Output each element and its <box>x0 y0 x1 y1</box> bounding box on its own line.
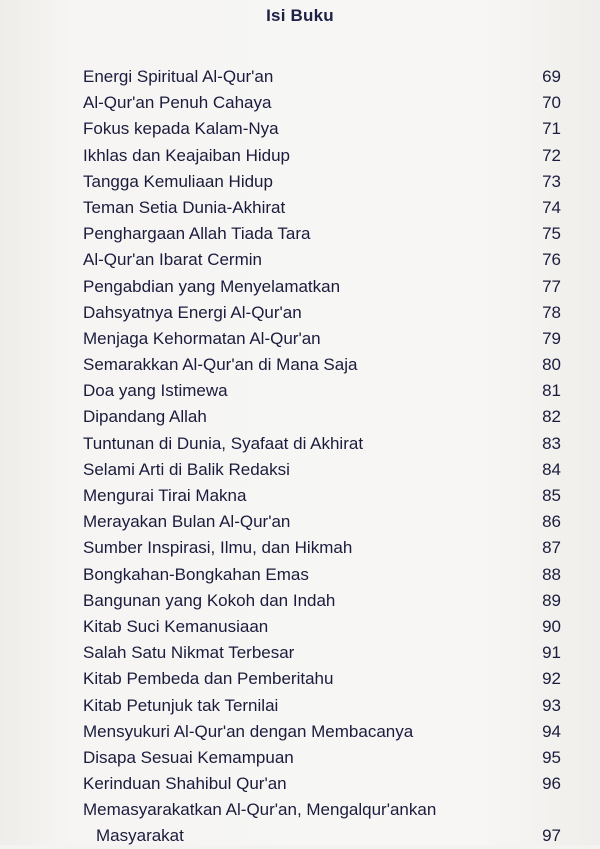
toc-entry-page: 82 <box>542 407 561 427</box>
toc-entry-page: 95 <box>542 747 561 767</box>
page-title: Isi Buku <box>266 6 334 25</box>
toc-entry[interactable] <box>83 745 561 771</box>
toc-entry[interactable] <box>83 143 561 169</box>
toc-entry-page: 71 <box>542 119 561 139</box>
toc-entry-title: Teman Setia Dunia-Akhirat <box>83 197 286 217</box>
toc-entry[interactable] <box>83 116 561 142</box>
toc-entry-page: 81 <box>542 381 561 401</box>
toc-entry[interactable] <box>83 719 561 745</box>
toc-entry-title: Kerinduan Shahibul Qur'an <box>83 774 287 794</box>
toc-entry-page: 84 <box>542 459 561 479</box>
toc-entry-title: Kitab Suci Kemanusiaan <box>83 616 269 636</box>
toc-entry-page: 92 <box>542 669 561 689</box>
toc-entry-title: Tuntunan di Dunia, Syafaat di Akhirat <box>83 433 364 453</box>
toc-entry-title: Semarakkan Al-Qur'an di Mana Saja <box>83 355 358 375</box>
toc-entry-page: 73 <box>542 171 561 191</box>
toc-entry-page: 76 <box>542 250 561 270</box>
toc-entry[interactable] <box>83 352 561 378</box>
toc-entry[interactable] <box>83 509 561 535</box>
toc-entry[interactable] <box>83 457 561 483</box>
toc-entry-title: Selami Arti di Balik Redaksi <box>83 459 290 479</box>
toc-entry-page: 74 <box>542 197 561 217</box>
toc-entry-title-line2: Masyarakat <box>96 826 184 846</box>
toc-entry[interactable] <box>83 378 561 404</box>
toc-entry-page: 83 <box>542 433 561 453</box>
toc-entry[interactable] <box>83 771 561 797</box>
toc-entry-title: Energi Spiritual Al-Qur'an <box>83 67 274 86</box>
toc-entry[interactable] <box>83 90 561 116</box>
toc-entry-title: Al-Qur'an Penuh Cahaya <box>83 93 272 113</box>
toc-entry-page: 89 <box>542 590 561 610</box>
toc-entry-page: 80 <box>542 355 561 375</box>
toc-entry-title: Ikhlas dan Keajaiban Hidup <box>83 145 290 165</box>
toc-entry[interactable] <box>83 326 561 352</box>
toc-entry-page: 96 <box>542 774 561 794</box>
toc-entry[interactable] <box>83 614 561 640</box>
toc-entry[interactable] <box>83 300 561 326</box>
toc-entry[interactable] <box>83 535 561 561</box>
toc-entry-page: 78 <box>542 302 561 322</box>
toc-entry-title: Kitab Petunjuk tak Ternilai <box>83 695 279 715</box>
toc-entry-page: 91 <box>542 643 561 663</box>
toc-entry[interactable] <box>83 483 561 509</box>
toc-entry-title: Mengurai Tirai Makna <box>83 486 247 505</box>
toc-entry[interactable] <box>83 274 561 300</box>
toc-entry[interactable] <box>83 195 561 221</box>
toc-entry-multiline[interactable] <box>83 797 561 849</box>
toc-entry-title: Penghargaan Allah Tiada Tara <box>83 224 311 244</box>
toc-entry[interactable] <box>83 431 561 457</box>
toc-entry-page: 79 <box>542 328 561 348</box>
toc-entry-page: 75 <box>542 224 561 244</box>
toc-entry-title: Salah Satu Nikmat Terbesar <box>83 643 295 663</box>
toc-entry-title: Dahsyatnya Energi Al-Qur'an <box>83 302 302 322</box>
toc-entry[interactable] <box>83 169 561 195</box>
toc-entry-page: 88 <box>542 564 561 584</box>
toc-entry[interactable] <box>83 588 561 614</box>
toc-entry-page: 69 <box>542 67 561 86</box>
toc-entry-title: Doa yang Istimewa <box>83 381 228 401</box>
toc-entry-title: Bongkahan-Bongkahan Emas <box>83 564 309 584</box>
toc-entry-title: Kitab Pembeda dan Pemberitahu <box>83 669 334 689</box>
toc-entry-title-line1: Memasyarakatkan Al-Qur'an, Mengalqur'ankan <box>83 800 437 820</box>
toc-entry[interactable] <box>83 64 561 90</box>
toc-entry-title: Disapa Sesuai Kemampuan <box>83 747 294 767</box>
toc-entry-page: 72 <box>542 145 561 165</box>
toc-entry-title: Tangga Kemuliaan Hidup <box>83 171 273 191</box>
toc-entry-title: Bangunan yang Kokoh dan Indah <box>83 590 336 610</box>
toc-entry-title: Al-Qur'an Ibarat Cermin <box>83 250 262 270</box>
toc-entry-page: 77 <box>542 276 561 296</box>
toc-entry-title: Fokus kepada Kalam-Nya <box>83 119 279 139</box>
toc-entry-page: 86 <box>542 512 561 532</box>
toc-entry-title: Menjaga Kehormatan Al-Qur'an <box>83 328 321 348</box>
toc-entry[interactable] <box>83 221 561 247</box>
toc-entry[interactable] <box>83 404 561 430</box>
toc-entry-page: 70 <box>542 93 561 113</box>
toc-entry-title: Mensyukuri Al-Qur'an dengan Membacanya <box>83 721 414 741</box>
toc-entry-page: 90 <box>542 616 561 636</box>
toc-entry-title: Dipandang Allah <box>83 407 207 427</box>
toc-entry-title: Sumber Inspirasi, Ilmu, dan Hikmah <box>83 538 353 558</box>
toc-entry-page: 93 <box>542 695 561 715</box>
toc-entry-page: 94 <box>542 721 561 741</box>
toc-entry[interactable] <box>83 666 561 692</box>
toc-entry-page: 97 <box>542 826 561 846</box>
toc-entry[interactable] <box>83 562 561 588</box>
toc-entry-title: Pengabdian yang Menyelamatkan <box>83 276 341 296</box>
toc-entry[interactable] <box>83 247 561 273</box>
toc-entry[interactable] <box>83 693 561 719</box>
toc-entry-page: 87 <box>542 538 561 558</box>
toc-entry-page: 85 <box>542 486 561 505</box>
toc-entry[interactable] <box>83 640 561 666</box>
toc-entry-title: Merayakan Bulan Al-Qur'an <box>83 512 291 532</box>
table-of-contents <box>83 64 561 849</box>
